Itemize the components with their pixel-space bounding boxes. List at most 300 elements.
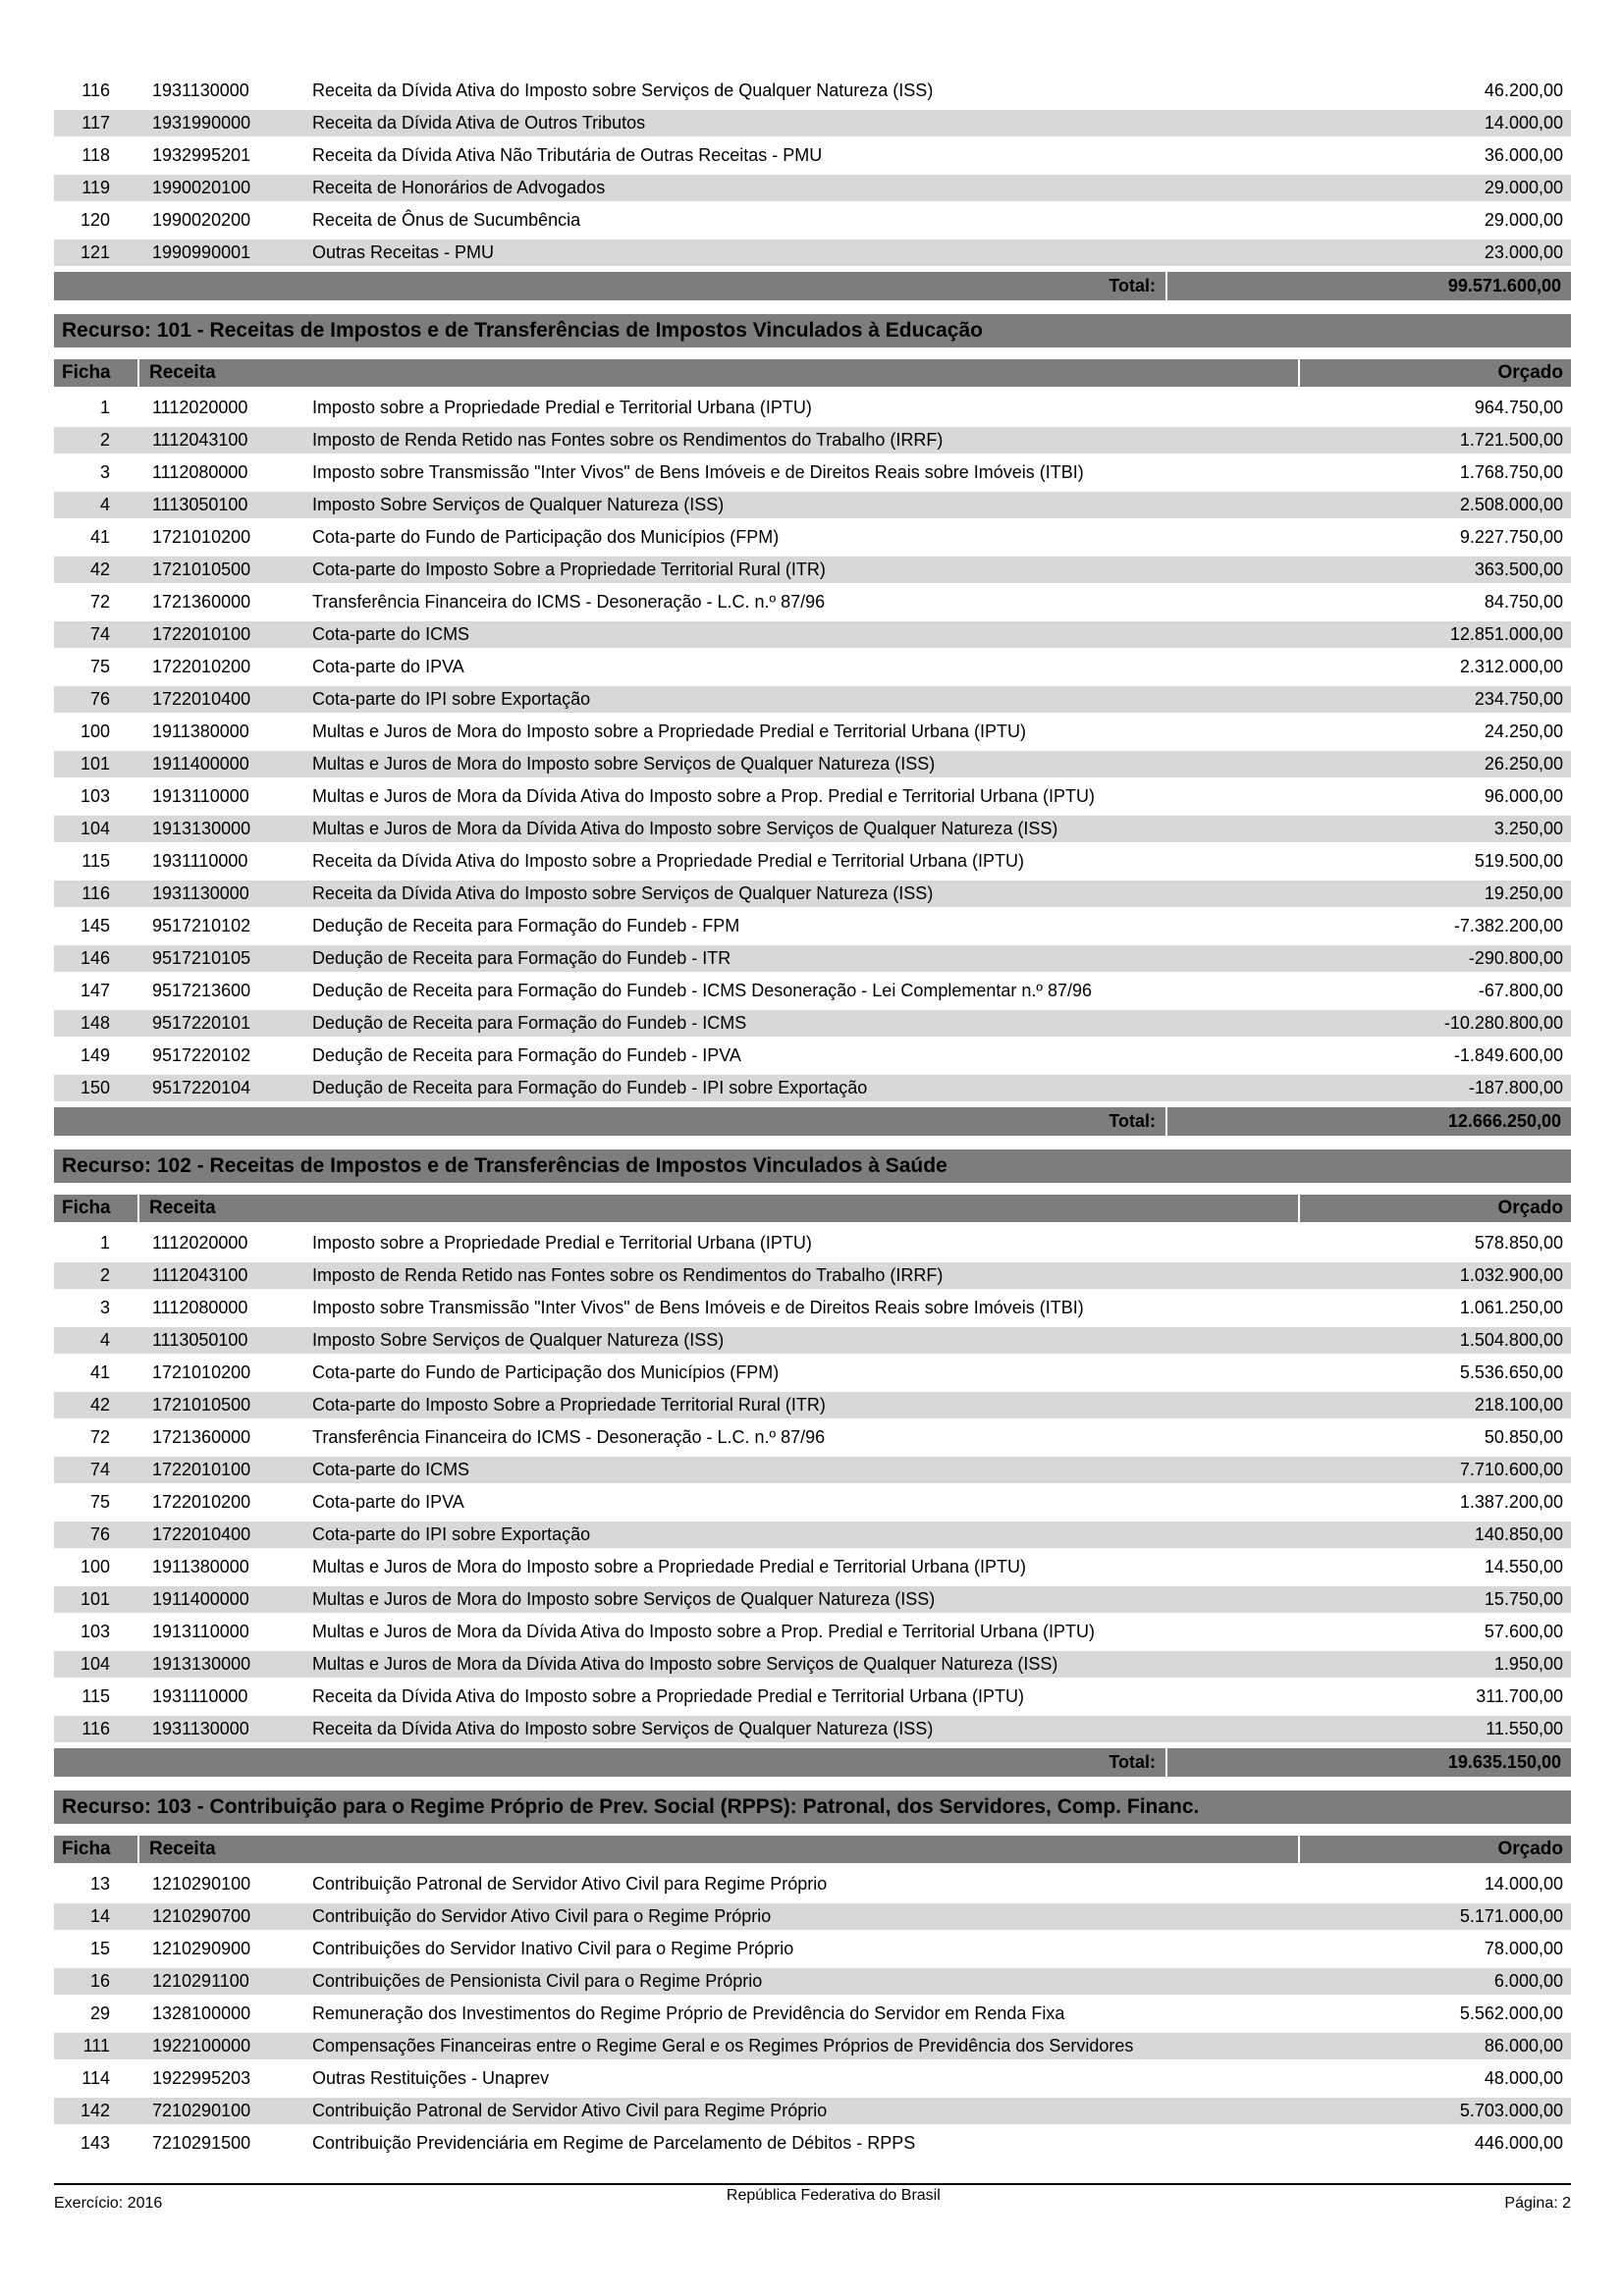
row-descricao: Imposto de Renda Retido nas Fontes sobre os Rendimentos do Trabalho (IRRF) [312,430,944,450]
total-row [54,272,1571,300]
table-row [54,1903,1571,1930]
table-row [54,589,1571,615]
row-receita: 1210290700 [152,1906,251,1926]
table-row [54,557,1571,583]
row-receita: 9517210102 [152,916,251,935]
row-receita: 1722010200 [152,1492,251,1512]
row-ficha: 104 [80,1654,110,1674]
row-receita: 1113050100 [152,1330,248,1350]
section-rows [54,395,1571,1101]
row-receita: 7210290100 [152,2101,251,2120]
row-orcado: 14.000,00 [1484,1874,1563,1894]
row-ficha: 1 [99,398,110,417]
row-receita: 1931110000 [152,851,248,871]
row-receita: 1911400000 [152,754,249,774]
row-receita: 1931130000 [152,883,249,903]
row-orcado: 1.721.500,00 [1459,430,1563,450]
col-orcado: Orçado [1300,1195,1571,1222]
row-receita: 1913110000 [152,786,249,806]
row-receita: 1112043100 [152,1265,248,1285]
table-row [54,1716,1571,1742]
row-receita: 1990020100 [152,178,251,197]
table-header [54,1195,1571,1222]
row-ficha: 118 [81,145,110,165]
row-orcado: 964.750,00 [1474,398,1563,417]
table-row [54,1936,1571,1962]
row-descricao: Contribuições de Pensionista Civil para o Regime Próprio [312,1971,763,1991]
row-orcado: 311.700,00 [1476,1686,1563,1706]
row-receita: 9517220101 [152,1013,251,1033]
table-row [54,1522,1571,1548]
row-orcado: 29.000,00 [1484,178,1563,197]
col-ficha: Ficha [54,359,137,387]
section-title-bar [54,1149,1571,1183]
row-ficha: 104 [80,819,110,838]
row-ficha: 103 [80,786,110,806]
row-descricao: Receita da Dívida Ativa do Imposto sobre Serviços de Qualquer Natureza (ISS) [312,883,934,903]
revenue-section [54,314,1571,1136]
row-orcado: 14.000,00 [1484,113,1563,133]
row-descricao: Imposto sobre Transmissão "Inter Vivos" de Bens Imóveis e de Direitos Reais sobre Imóveis (ITBI) [312,462,1084,482]
table-row [54,1424,1571,1451]
footer-exercicio: Exercício: 2016 [54,2195,163,2212]
row-orcado: -67.800,00 [1478,981,1563,1000]
row-receita: 1721010200 [152,1362,251,1382]
col-orcado: Orçado [1300,359,1571,387]
footer-title: República Federativa do Brasil [726,2187,941,2204]
row-ficha: 13 [89,1874,110,1894]
row-descricao: Receita da Dívida Ativa do Imposto sobre Serviços de Qualquer Natureza (ISS) [312,80,934,100]
revenue-section [54,78,1571,300]
row-ficha: 4 [99,495,110,514]
table-row [54,492,1571,518]
section-title: Recurso: 101 - Receitas de Impostos e de Transferências de Impostos Vinculados à Educação [62,319,983,342]
row-descricao: Receita de Honorários de Advogados [312,178,606,197]
row-descricao: Multas e Juros de Mora do Imposto sobre a Propriedade Predial e Territorial Urbana (IPTU) [312,721,1026,741]
row-ficha: 16 [89,1971,110,1991]
row-descricao: Outras Receitas - PMU [312,242,495,262]
row-receita: 9517220102 [152,1045,251,1065]
total-row [54,1107,1571,1136]
table-row [54,1619,1571,1645]
section-title-bar [54,314,1571,347]
table-row [54,1683,1571,1710]
row-descricao: Dedução de Receita para Formação do Fundeb - IPVA [312,1045,741,1065]
row-ficha: 100 [80,1557,110,1576]
row-receita: 1721360000 [152,1427,251,1447]
row-orcado: -7.382.200,00 [1453,916,1563,935]
table-row [54,913,1571,939]
row-receita: 1112020000 [152,398,248,417]
row-ficha: 145 [80,916,110,935]
table-row [54,524,1571,551]
row-ficha: 143 [80,2133,110,2153]
row-ficha: 116 [81,80,110,100]
footer-page-number: Página: 2 [1504,2195,1571,2212]
row-orcado: -1.849.600,00 [1453,1045,1563,1065]
row-orcado: 78.000,00 [1484,1939,1563,1958]
row-orcado: 12.851.000,00 [1449,624,1563,644]
row-receita: 1721360000 [152,592,251,612]
col-ficha: Ficha [54,1195,137,1222]
row-ficha: 100 [80,721,110,741]
row-descricao: Cota-parte do Fundo de Participação dos Municípios (FPM) [312,527,780,547]
row-orcado: 36.000,00 [1484,145,1563,165]
table-row [54,1871,1571,1897]
row-ficha: 42 [89,1395,110,1415]
table-row [54,1010,1571,1037]
row-ficha: 116 [81,1719,110,1738]
section-rows [54,1230,1571,1742]
table-row [54,848,1571,875]
row-ficha: 115 [81,1686,110,1706]
row-receita: 9517213600 [152,981,251,1000]
table-row [54,459,1571,486]
table-row [54,1392,1571,1418]
row-receita: 1931130000 [152,1719,249,1738]
row-orcado: 140.850,00 [1474,1524,1563,1544]
row-orcado: 363.500,00 [1474,560,1563,579]
row-receita: 1210291100 [152,1971,249,1991]
table-row [54,2001,1571,2027]
row-descricao: Receita da Dívida Ativa do Imposto sobre a Propriedade Predial e Territorial Urbana (IPTU) [312,1686,1025,1706]
total-value: 99.571.600,00 [1167,272,1571,300]
table-row [54,1360,1571,1386]
row-orcado: 84.750,00 [1484,592,1563,612]
row-ficha: 74 [89,624,110,644]
row-ficha: 74 [89,1460,110,1479]
row-descricao: Multas e Juros de Mora do Imposto sobre Serviços de Qualquer Natureza (ISS) [312,754,936,774]
row-orcado: 5.703.000,00 [1459,2101,1563,2120]
row-ficha: 150 [80,1078,110,1097]
row-descricao: Contribuições do Servidor Inativo Civil para o Regime Próprio [312,1939,794,1958]
col-receita: Receita [139,359,1298,387]
row-orcado: 6.000,00 [1493,1971,1563,1991]
row-receita: 9517220104 [152,1078,251,1097]
row-descricao: Multas e Juros de Mora do Imposto sobre Serviços de Qualquer Natureza (ISS) [312,1589,936,1609]
row-ficha: 142 [80,2101,110,2120]
table-row [54,395,1571,421]
row-receita: 1113050100 [152,495,248,514]
row-orcado: 57.600,00 [1484,1622,1563,1641]
col-receita: Receita [139,1195,1298,1222]
table-row [54,427,1571,454]
row-receita: 1932995201 [152,145,251,165]
row-orcado: 1.950,00 [1493,1654,1563,1674]
row-orcado: 29.000,00 [1484,210,1563,230]
table-row [54,719,1571,745]
row-orcado: 1.061.250,00 [1459,1298,1563,1317]
table-row [54,1968,1571,1995]
total-label: Total: [54,1107,1165,1136]
row-orcado: 5.171.000,00 [1459,1906,1563,1926]
row-orcado: 86.000,00 [1484,2036,1563,2056]
row-descricao: Dedução de Receita para Formação do Fundeb - ITR [312,948,731,968]
row-ficha: 116 [81,883,110,903]
row-receita: 1931990000 [152,113,251,133]
row-receita: 1913130000 [152,1654,251,1674]
row-orcado: -10.280.800,00 [1443,1013,1563,1033]
table-header [54,1836,1571,1863]
row-ficha: 75 [89,657,110,676]
row-orcado: 96.000,00 [1484,786,1563,806]
row-orcado: 519.500,00 [1474,851,1563,871]
row-descricao: Remuneração dos Investimentos do Regime Próprio de Previdência do Servidor em Renda Fixa [312,2003,1065,2023]
table-row [54,2130,1571,2157]
section-title: Recurso: 103 - Contribuição para o Regime Próprio de Prev. Social (RPPS): Patronal, dos Servidores, Comp. Financ. [62,1795,1200,1818]
table-row [54,1075,1571,1101]
table-row [54,1554,1571,1580]
row-ficha: 119 [81,178,110,197]
row-ficha: 3 [99,1298,110,1317]
row-orcado: 24.250,00 [1484,721,1563,741]
table-row [54,881,1571,907]
row-descricao: Dedução de Receita para Formação do Fundeb - FPM [312,916,740,935]
row-receita: 1210290900 [152,1939,251,1958]
table-row [54,240,1571,266]
row-ficha: 121 [80,242,110,262]
row-descricao: Receita da Dívida Ativa Não Tributária de Outras Receitas - PMU [312,145,823,165]
row-receita: 9517210105 [152,948,251,968]
row-receita: 1210290100 [152,1874,251,1894]
row-descricao: Compensações Financeiras entre o Regime Geral e os Regimes Próprios de Previdência dos Servidores [312,2036,1134,2056]
table-row [54,2098,1571,2124]
col-receita: Receita [139,1836,1298,1863]
row-receita: 1721010200 [152,527,251,547]
row-receita: 1931110000 [152,1686,248,1706]
row-orcado: 2.312.000,00 [1459,657,1563,676]
table-row [54,2065,1571,2092]
row-descricao: Multas e Juros de Mora do Imposto sobre a Propriedade Predial e Territorial Urbana (IPTU) [312,1557,1026,1576]
row-ficha: 120 [80,210,110,230]
row-receita: 1922100000 [152,2036,251,2056]
row-ficha: 148 [80,1013,110,1033]
row-receita: 1990990001 [152,242,251,262]
table-row [54,207,1571,234]
row-orcado: 1.032.900,00 [1459,1265,1563,1285]
row-descricao: Cota-parte do IPI sobre Exportação [312,689,591,709]
row-receita: 1911380000 [152,721,249,741]
row-receita: 1913110000 [152,1622,249,1641]
row-orcado: -187.800,00 [1468,1078,1563,1097]
row-ficha: 114 [81,2068,110,2088]
table-row [54,1327,1571,1354]
row-descricao: Receita de Ônus de Sucumbência [312,210,581,230]
row-receita: 1722010400 [152,1524,251,1544]
revenue-section [54,1149,1571,1777]
row-receita: 1721010500 [152,560,251,579]
row-ficha: 103 [80,1622,110,1641]
row-receita: 1112080000 [152,462,248,482]
row-descricao: Cota-parte do IPVA [312,1492,464,1512]
row-descricao: Imposto de Renda Retido nas Fontes sobre os Rendimentos do Trabalho (IRRF) [312,1265,944,1285]
row-ficha: 76 [89,1524,110,1544]
row-receita: 1990020200 [152,210,251,230]
row-descricao: Multas e Juros de Mora da Dívida Ativa do Imposto sobre Serviços de Qualquer Natureza (ISS) [312,819,1058,838]
row-descricao: Cota-parte do ICMS [312,624,470,644]
table-row [54,1042,1571,1069]
row-ficha: 29 [89,2003,110,2023]
row-ficha: 149 [80,1045,110,1065]
row-ficha: 101 [80,1589,110,1609]
table-row [54,1651,1571,1678]
table-header [54,359,1571,387]
row-ficha: 72 [89,1427,110,1447]
row-descricao: Cota-parte do IPVA [312,657,464,676]
section-title-bar [54,1790,1571,1824]
row-receita: 1913130000 [152,819,251,838]
row-descricao: Cota-parte do Fundo de Participação dos Municípios (FPM) [312,1362,780,1382]
row-receita: 1911380000 [152,1557,249,1576]
table-row [54,1295,1571,1321]
row-descricao: Dedução de Receita para Formação do Fundeb - ICMS Desoneração - Lei Complementar n.º 87/96 [312,981,1092,1000]
row-descricao: Contribuição Previdenciária em Regime de Parcelamento de Débitos - RPPS [312,2133,916,2153]
table-row [54,1586,1571,1613]
row-descricao: Cota-parte do Imposto Sobre a Propriedade Territorial Rural (ITR) [312,1395,826,1415]
row-receita: 1721010500 [152,1395,251,1415]
row-orcado: 9.227.750,00 [1459,527,1563,547]
row-descricao: Outras Restituições - Unaprev [312,2068,550,2088]
row-receita: 1922995203 [152,2068,251,2088]
total-value: 19.635.150,00 [1167,1748,1571,1777]
row-orcado: 5.562.000,00 [1459,2003,1563,2023]
row-descricao: Imposto Sobre Serviços de Qualquer Natureza (ISS) [312,495,725,514]
row-ficha: 2 [99,1265,110,1285]
row-orcado: 578.850,00 [1474,1233,1563,1253]
row-descricao: Contribuição Patronal de Servidor Ativo Civil para Regime Próprio [312,1874,828,1894]
total-label: Total: [54,1748,1165,1777]
row-ficha: 115 [81,851,110,871]
row-orcado: 23.000,00 [1484,242,1563,262]
row-ficha: 4 [99,1330,110,1350]
row-orcado: 234.750,00 [1474,689,1563,709]
row-receita: 1112080000 [152,1298,248,1317]
row-orcado: 3.250,00 [1493,819,1563,838]
row-descricao: Receita da Dívida Ativa do Imposto sobre Serviços de Qualquer Natureza (ISS) [312,1719,934,1738]
section-rows [54,1871,1571,2157]
row-descricao: Imposto sobre Transmissão "Inter Vivos" de Bens Imóveis e de Direitos Reais sobre Imóveis (ITBI) [312,1298,1084,1317]
row-ficha: 1 [99,1233,110,1253]
row-receita: 7210291500 [152,2133,251,2153]
row-descricao: Cota-parte do IPI sobre Exportação [312,1524,591,1544]
table-row [54,816,1571,842]
row-orcado: 11.550,00 [1486,1719,1563,1738]
row-ficha: 41 [89,527,110,547]
row-ficha: 14 [89,1906,110,1926]
col-orcado: Orçado [1300,1836,1571,1863]
row-descricao: Receita da Dívida Ativa do Imposto sobre a Propriedade Predial e Territorial Urbana (IPTU) [312,851,1025,871]
row-descricao: Transferência Financeira do ICMS - Desoneração - L.C. n.º 87/96 [312,1427,826,1447]
row-receita: 1328100000 [152,2003,251,2023]
footer-row [54,2185,1571,2213]
row-ficha: 111 [82,2036,110,2056]
row-ficha: 147 [80,981,110,1000]
row-orcado: 1.768.750,00 [1459,462,1563,482]
row-descricao: Receita da Dívida Ativa de Outros Tributos [312,113,646,133]
table-row [54,783,1571,810]
row-orcado: 26.250,00 [1484,754,1563,774]
row-orcado: 1.504.800,00 [1459,1330,1563,1350]
row-orcado: 15.750,00 [1484,1589,1563,1609]
row-orcado: 46.200,00 [1484,80,1563,100]
row-orcado: 7.710.600,00 [1459,1460,1563,1479]
row-receita: 1722010200 [152,657,251,676]
row-ficha: 2 [99,430,110,450]
table-row [54,1489,1571,1516]
row-descricao: Imposto sobre a Propriedade Predial e Territorial Urbana (IPTU) [312,1233,812,1253]
sections [54,78,1571,2163]
row-receita: 1112043100 [152,430,248,450]
row-ficha: 3 [99,462,110,482]
table-row [54,654,1571,680]
row-descricao: Cota-parte do ICMS [312,1460,470,1479]
row-ficha: 117 [81,113,110,133]
page-footer [54,2183,1571,2213]
table-row [54,621,1571,648]
row-receita: 1112020000 [152,1233,248,1253]
row-receita: 1911400000 [152,1589,249,1609]
table-row [54,1230,1571,1256]
table-row [54,751,1571,777]
row-descricao: Imposto Sobre Serviços de Qualquer Natureza (ISS) [312,1330,725,1350]
row-ficha: 101 [80,754,110,774]
row-descricao: Dedução de Receita para Formação do Fundeb - ICMS [312,1013,747,1033]
row-ficha: 41 [89,1362,110,1382]
row-descricao: Transferência Financeira do ICMS - Desoneração - L.C. n.º 87/96 [312,592,826,612]
table-row [54,1457,1571,1483]
table-row [54,978,1571,1004]
table-row [54,1262,1571,1289]
row-descricao: Dedução de Receita para Formação do Fundeb - IPI sobre Exportação [312,1078,868,1097]
row-ficha: 75 [89,1492,110,1512]
row-orcado: -290.800,00 [1468,948,1563,968]
row-orcado: 218.100,00 [1474,1395,1563,1415]
table-row [54,142,1571,169]
row-descricao: Multas e Juros de Mora da Dívida Ativa do Imposto sobre a Prop. Predial e Territorial Urbana (IPTU) [312,786,1096,806]
row-ficha: 146 [80,948,110,968]
row-ficha: 72 [89,592,110,612]
row-receita: 1722010100 [152,1460,251,1479]
row-descricao: Contribuição Patronal de Servidor Ativo Civil para Regime Próprio [312,2101,828,2120]
row-orcado: 446.000,00 [1474,2133,1563,2153]
row-descricao: Contribuição do Servidor Ativo Civil para o Regime Próprio [312,1906,772,1926]
row-orcado: 2.508.000,00 [1459,495,1563,514]
row-descricao: Multas e Juros de Mora da Dívida Ativa do Imposto sobre Serviços de Qualquer Natureza (ISS) [312,1654,1058,1674]
row-ficha: 15 [89,1939,110,1958]
table-row [54,175,1571,201]
section-rows [54,78,1571,266]
total-row [54,1748,1571,1777]
total-value: 12.666.250,00 [1167,1107,1571,1136]
row-receita: 1931130000 [152,80,249,100]
row-orcado: 5.536.650,00 [1459,1362,1563,1382]
table-row [54,78,1571,104]
row-descricao: Cota-parte do Imposto Sobre a Propriedade Territorial Rural (ITR) [312,560,826,579]
row-descricao: Multas e Juros de Mora da Dívida Ativa do Imposto sobre a Prop. Predial e Territorial Urbana (IPTU) [312,1622,1096,1641]
table-row [54,2033,1571,2059]
row-receita: 1722010100 [152,624,251,644]
row-orcado: 19.250,00 [1484,883,1563,903]
table-row [54,686,1571,713]
row-orcado: 1.387.200,00 [1459,1492,1563,1512]
table-row [54,945,1571,972]
row-orcado: 48.000,00 [1484,2068,1563,2088]
row-receita: 1722010400 [152,689,251,709]
row-orcado: 50.850,00 [1484,1427,1563,1447]
row-descricao: Imposto sobre a Propriedade Predial e Territorial Urbana (IPTU) [312,398,812,417]
total-label: Total: [54,272,1165,300]
row-orcado: 14.550,00 [1484,1557,1563,1576]
